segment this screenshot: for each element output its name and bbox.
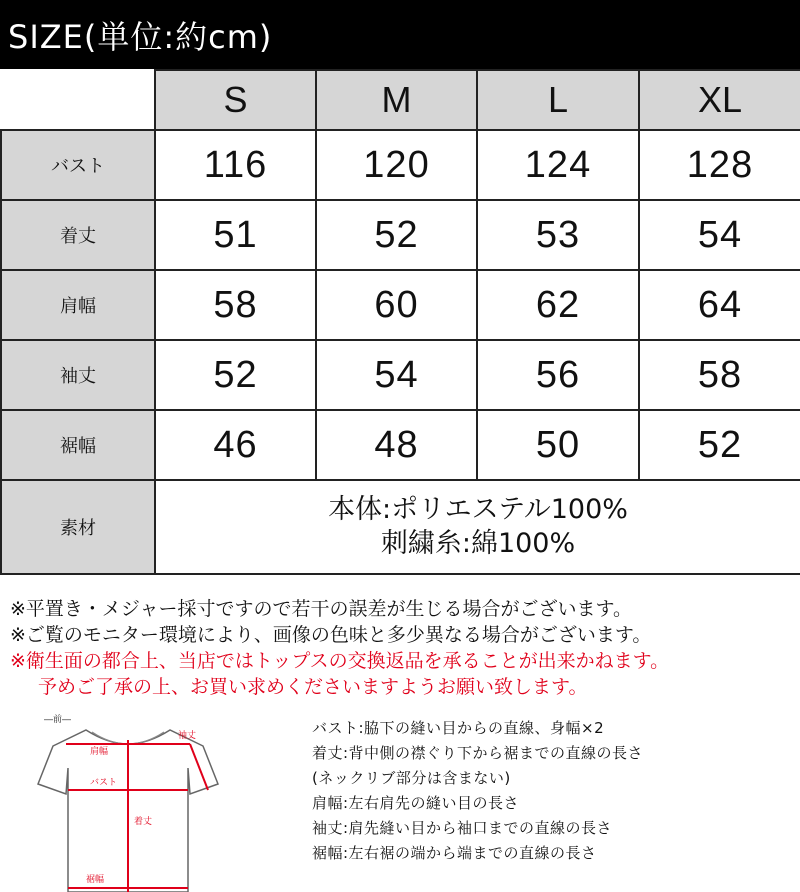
row-label: 素材 xyxy=(1,480,155,574)
sleeve-label: 袖丈 xyxy=(178,731,197,741)
measure-bust: バスト:脇下の縫い目からの直線、身幅×2 xyxy=(312,719,605,737)
table-cell: 46 xyxy=(155,410,316,480)
size-header-row xyxy=(1,70,800,130)
row-label: 着丈 xyxy=(1,200,155,270)
row-label: バスト xyxy=(1,130,155,200)
table-corner xyxy=(1,70,155,130)
warning-return: ※衛生面の都合上、当店ではトップスの交換返品を承ることが出来かねます。 xyxy=(10,650,670,672)
table-cell: 124 xyxy=(477,130,639,200)
measure-length-note: (ネックリブ部分は含まない) xyxy=(312,769,511,787)
table-row xyxy=(1,270,800,340)
row-label: 肩幅 xyxy=(1,270,155,340)
size-header: L xyxy=(477,70,639,130)
shoulder-label: 肩幅 xyxy=(90,747,109,757)
note-monitor: ※ご覧のモニター環境により、画像の色味と多少異なる場合がございます。 xyxy=(10,624,652,646)
table-cell: 51 xyxy=(155,200,316,270)
measure-sleeve: 袖丈:肩先縫い目から袖口までの直線の長さ xyxy=(312,819,613,837)
bust-label: バスト xyxy=(90,778,118,788)
table-cell: 62 xyxy=(477,270,639,340)
table-cell: 58 xyxy=(155,270,316,340)
table-row xyxy=(1,130,800,200)
size-header: S xyxy=(155,70,316,130)
table-cell: 58 xyxy=(639,340,800,410)
table-cell: 116 xyxy=(155,130,316,200)
material-cell xyxy=(155,480,800,574)
size-header: M xyxy=(316,70,477,130)
table-cell: 128 xyxy=(639,130,800,200)
material-body: 本体:ポリエステル100% xyxy=(328,494,628,525)
table-cell: 60 xyxy=(316,270,477,340)
table-cell: 56 xyxy=(477,340,639,410)
table-row xyxy=(1,410,800,480)
table-cell: 52 xyxy=(316,200,477,270)
measurement-guide xyxy=(312,716,643,866)
row-label: 裾幅 xyxy=(1,410,155,480)
material-embroidery: 刺繍糸:綿100% xyxy=(380,528,576,559)
notes xyxy=(10,596,669,700)
length-label: 着丈 xyxy=(134,817,153,827)
table-cell: 52 xyxy=(155,340,316,410)
table-cell: 64 xyxy=(639,270,800,340)
row-label: 袖丈 xyxy=(1,340,155,410)
title-bar xyxy=(0,0,800,69)
table-cell: 50 xyxy=(477,410,639,480)
note-measurement: ※平置き・メジャー採寸ですので若干の誤差が生じる場合がございます。 xyxy=(10,598,633,620)
table-row xyxy=(1,340,800,410)
measure-hem: 裾幅:左右裾の端から端までの直線の長さ xyxy=(312,844,597,862)
size-header: XL xyxy=(639,70,800,130)
table-cell: 48 xyxy=(316,410,477,480)
size-title: SIZE(単位:約cm) xyxy=(8,18,273,56)
material-row xyxy=(1,480,800,574)
front-label: ―前― xyxy=(44,715,72,725)
garment-diagram xyxy=(28,712,228,892)
table-cell: 54 xyxy=(639,200,800,270)
table-cell: 52 xyxy=(639,410,800,480)
table-cell: 53 xyxy=(477,200,639,270)
table-cell: 54 xyxy=(316,340,477,410)
hem-label: 裾幅 xyxy=(86,875,105,885)
table-cell: 120 xyxy=(316,130,477,200)
measure-length: 着丈:背中側の襟ぐり下から裾までの直線の長さ xyxy=(312,744,644,762)
measure-shoulder: 肩幅:左右肩先の縫い目の長さ xyxy=(312,794,520,812)
size-table xyxy=(0,69,800,575)
warning-notice: 予めご了承の上、お買い求めくださいますようお願い致します。 xyxy=(38,676,588,698)
table-row xyxy=(1,200,800,270)
